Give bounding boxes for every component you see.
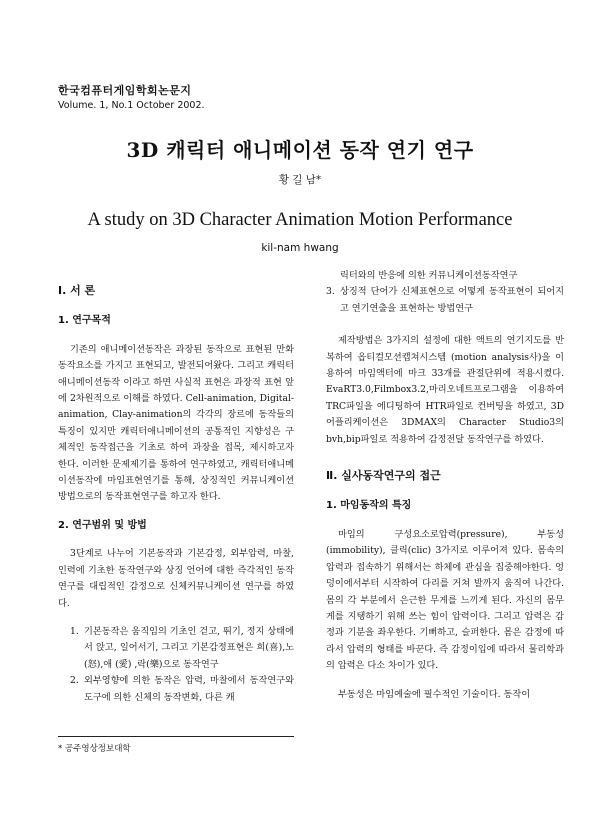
journal-header xyxy=(58,82,205,111)
research-method-list-continued xyxy=(326,268,564,284)
journal-volume: Volume. 1, No.1 October 2002. xyxy=(58,100,205,111)
subsection-heading-scope: 2. 연구범위 및 방법 xyxy=(58,519,147,531)
subsection-heading-purpose: 1. 연구목적 xyxy=(58,315,111,327)
footnote-divider xyxy=(58,736,294,737)
paragraph-mime-features: 마임의 구성요소로압력(pressure), 부동성(immobility), 클릭(clic) 3가지로 이루어져 있다. 몸속의 압력과 접속하기 위해서는 하체에 관심을 집중해야한다. 엉덩이에서부터 시작하여 다리를 거쳐 발까지 움직여 나간다. 몸의 각 부분에서 은근한 무게를 느끼게 된다. 자신의 몸무게를 지탱하기 위해 쓰는 힘이 압력이다. 그리고 압력은 감정과 기분을 좌우한다. 기뻐하고, 슬퍼한다. 몸은 감정에 따라서 압력의 형태를 바꾼다. 즉 감정이입에 따라서 물리학과의 압력은 다소 차이가 있다. xyxy=(326,528,564,672)
list-item: 2. 외부영향에 의한 동작은 압력, 마찰에서 동작연구와 도구에 의한 신체의 동작변화, 다른 캐 xyxy=(70,675,294,703)
paper-title-korean: 3D 캐릭터 애니메이션 동작 연기 연구 xyxy=(126,138,474,162)
left-column xyxy=(58,283,294,716)
author-korean: 황 길 남* xyxy=(278,174,322,186)
research-method-list-item3 xyxy=(326,284,564,317)
research-method-list xyxy=(58,624,294,706)
paragraph-immobility: 부동성은 마임예술에 필수적인 기술이다. 동작이 xyxy=(338,688,531,700)
section-heading-introduction: Ⅰ. 서 론 xyxy=(58,284,96,297)
journal-name: 한국컴퓨터게임학회논문지 xyxy=(58,84,192,97)
list-item: 3. 상징적 단어가 신체표현으로 어떻게 동작표현이 되어지고 연기연출을 표현하는 방법연구 xyxy=(326,286,564,314)
footnote-affiliation: * 공주영상정보대학 xyxy=(58,744,131,754)
list-item: 1. 기본동작은 움직임의 기초인 걷고, 뛰기, 정지 상태에서 앉고, 일어서기, 그리고 기본감정표현은 희(喜),노(怒),애 (愛) ,락(樂)으로 동작연구 xyxy=(70,625,294,670)
paragraph-purpose: 기존의 애니메이션동작은 과장된 동작으로 표현된 만화동작요소를 가지고 표현되고, 발전되어왔다. 그리고 캐릭터애니메이션동작 이라고 하면 사실적 표현은 과장적 표현 앞에 2차원적으로 이해를 하였다. Cell-animation, Digital-animation, Clay-animation의 각각의 장르에 동작들의 특징이 있지만 캐릭터애니메이션의 공통적인 지향성은 구체적인 동작접근을 기초로 하여 과장을 접목, 제시하고자 한다. 이러한 문제제기를 통하여 연구하였고, 캐릭터애니메이션동작에 마임표현연기를 통해, 상징적인 커뮤니케이션 방법으로의 동작표현연구를 하고자 한다. xyxy=(58,343,294,503)
list-item-continued: 릭터와의 반응에 의한 커뮤니케이션동작연구 xyxy=(340,270,518,281)
paragraph-scope: 3단계로 나누어 기본동작과 기본감정, 외부압력, 마찰, 인력에 기초한 동작연구와 상징 언어에 대한 즉각적인 동작연구를 대립적인 감정으로 신체커뮤니케이션 연구를 하였다. xyxy=(58,548,294,609)
subsection-heading-mime: 1. 마임동작의 특징 xyxy=(326,500,412,512)
right-column xyxy=(326,268,564,715)
section-heading-live-action: Ⅱ. 실사동작연구의 접근 xyxy=(326,469,441,483)
paragraph-production-method: 제작방법은 3가지의 설정에 대한 액트의 연기지도를 반복하여 옵티컬모션캡쳐시스템 (motion analysis사)을 이용하여 마임액터에 마크 33개를 관절단위에 적용시켰다. EvaRT3.0,Filmbox3.2,마리오네트프로그램을 이용하여 TRC파일을 에디팅하여 HTR파일로 컨버팅을 하였고, 3D 어플리케이션은 3DMAX의 Character Studio3의 bvh,bip파일로 적용하여 감정전달 동작연구를 하였다. xyxy=(326,335,564,445)
author-english: kil-nam hwang xyxy=(261,242,339,254)
paper-title-english: A study on 3D Character Animation Motion Performance xyxy=(87,210,513,230)
